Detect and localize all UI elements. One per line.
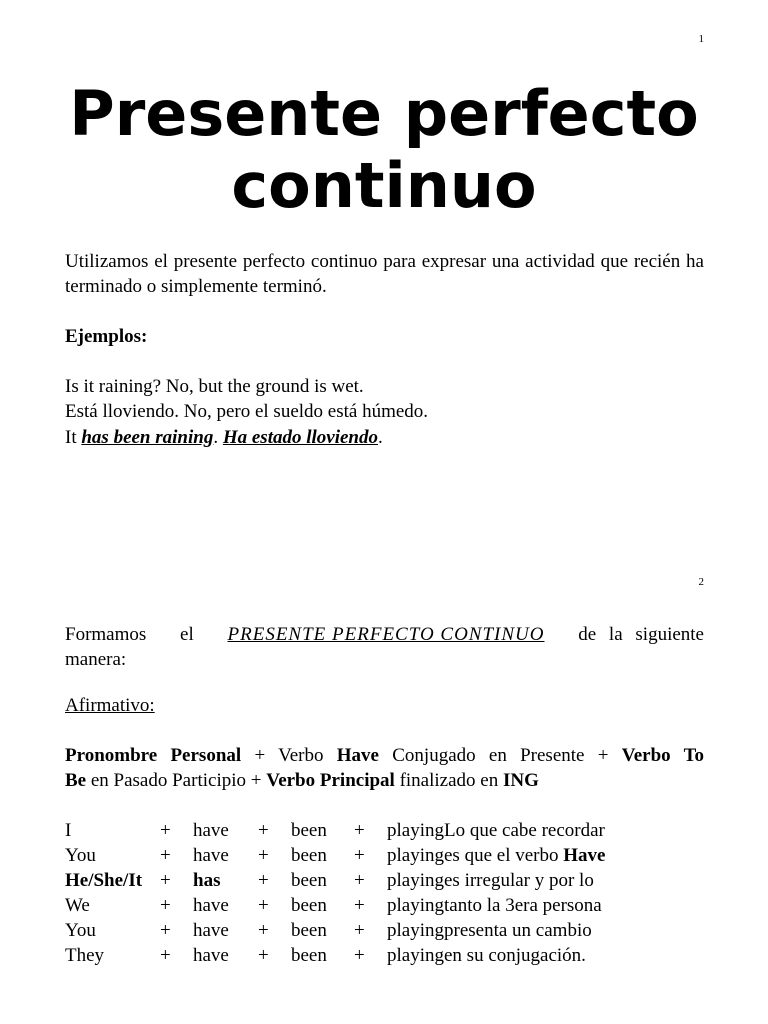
pronoun-cell: I <box>65 820 72 841</box>
formula-segment: Be <box>65 770 87 791</box>
formula-segment: Have <box>336 745 379 766</box>
example-answer: It has been raining. Ha estado lloviendo. <box>65 427 383 448</box>
verb-note-cell <box>387 918 592 943</box>
verb-note-cell <box>387 868 594 893</box>
formula-segment: ING <box>502 770 539 791</box>
intro-paragraph: Utilizamos el presente perfecto continuo para expresar una actividad que recién ha terminado o simplemente terminó. <box>65 251 704 297</box>
auxiliary-cell: have <box>193 945 229 966</box>
auxiliary-cell: has <box>193 870 221 891</box>
formula-line-2 <box>65 768 539 793</box>
verb-cell: playing <box>387 945 444 966</box>
auxiliary-cell: have <box>193 895 229 916</box>
auxiliary-cell: have <box>193 920 229 941</box>
note-text: tanto la 3era persona <box>444 895 602 916</box>
formula-segment: finalizado en <box>394 770 503 791</box>
formula-line-1 <box>65 743 704 768</box>
formula-segment: Pronombre Personal <box>65 745 242 766</box>
auxiliary-cell: have <box>193 845 229 866</box>
formula-segment: Verbo To <box>621 745 705 766</box>
formula-segment: en Pasado Participio + <box>86 770 267 791</box>
plus-sign: + <box>354 895 365 916</box>
been-cell: been <box>291 845 327 866</box>
plus-sign: + <box>160 820 171 841</box>
pronoun-cell: He/She/It <box>65 870 143 891</box>
verb-note-cell <box>387 943 586 968</box>
verb-note-cell <box>387 818 605 843</box>
verb-cell: playing <box>387 895 444 916</box>
verb-cell: playing <box>387 870 444 891</box>
note-text: en su conjugación. <box>444 945 586 966</box>
verb-cell: playing <box>387 820 444 841</box>
note-text: es irregular y por lo <box>444 870 594 891</box>
plus-sign: + <box>160 945 171 966</box>
formula-segment: Verbo Principal <box>266 770 395 791</box>
been-cell: been <box>291 895 327 916</box>
page-number-1: 1 <box>698 33 704 45</box>
plus-sign: + <box>258 895 269 916</box>
pronoun-cell: You <box>65 920 96 941</box>
pronoun-cell: You <box>65 845 96 866</box>
pronoun-cell: They <box>65 945 105 966</box>
example-question: Is it raining? No, but the ground is wet. <box>65 376 364 397</box>
plus-sign: + <box>258 870 269 891</box>
plus-sign: + <box>160 920 171 941</box>
plus-sign: + <box>258 845 269 866</box>
been-cell: been <box>291 870 327 891</box>
been-cell: been <box>291 820 327 841</box>
verb-note-cell <box>387 843 605 868</box>
note-text: Lo que cabe recordar <box>444 820 605 841</box>
been-cell: been <box>291 945 327 966</box>
formation-line-2: manera: <box>65 649 127 670</box>
plus-sign: + <box>354 920 365 941</box>
verb-note-cell <box>387 893 602 918</box>
plus-sign: + <box>160 845 171 866</box>
note-text: es que el verbo <box>444 845 564 866</box>
plus-sign: + <box>354 945 365 966</box>
plus-sign: + <box>354 820 365 841</box>
been-cell: been <box>291 920 327 941</box>
note-text: presenta un cambio <box>444 920 592 941</box>
plus-sign: + <box>160 870 171 891</box>
page-number-2: 2 <box>698 576 704 588</box>
verb-cell: playing <box>387 845 444 866</box>
auxiliary-cell: have <box>193 820 229 841</box>
examples-heading: Ejemplos: <box>65 326 148 347</box>
note-bold-text: Have <box>563 845 606 866</box>
plus-sign: + <box>354 845 365 866</box>
plus-sign: + <box>160 895 171 916</box>
plus-sign: + <box>258 920 269 941</box>
pronoun-cell: We <box>65 895 90 916</box>
example-translation: Está lloviendo. No, pero el sueldo está húmedo. <box>65 401 429 422</box>
formula-segment: + Verbo <box>241 745 337 766</box>
verb-cell: playing <box>387 920 444 941</box>
page-title: Presente perfecto continuo <box>69 77 699 222</box>
plus-sign: + <box>258 820 269 841</box>
plus-sign: + <box>258 945 269 966</box>
formula-segment: Conjugado en Presente + <box>378 745 622 766</box>
plus-sign: + <box>354 870 365 891</box>
affirmative-heading: Afirmativo: <box>65 695 155 716</box>
formation-line-1: Formamos el PRESENTE PERFECTO CONTINUO de la siguiente <box>65 624 704 645</box>
